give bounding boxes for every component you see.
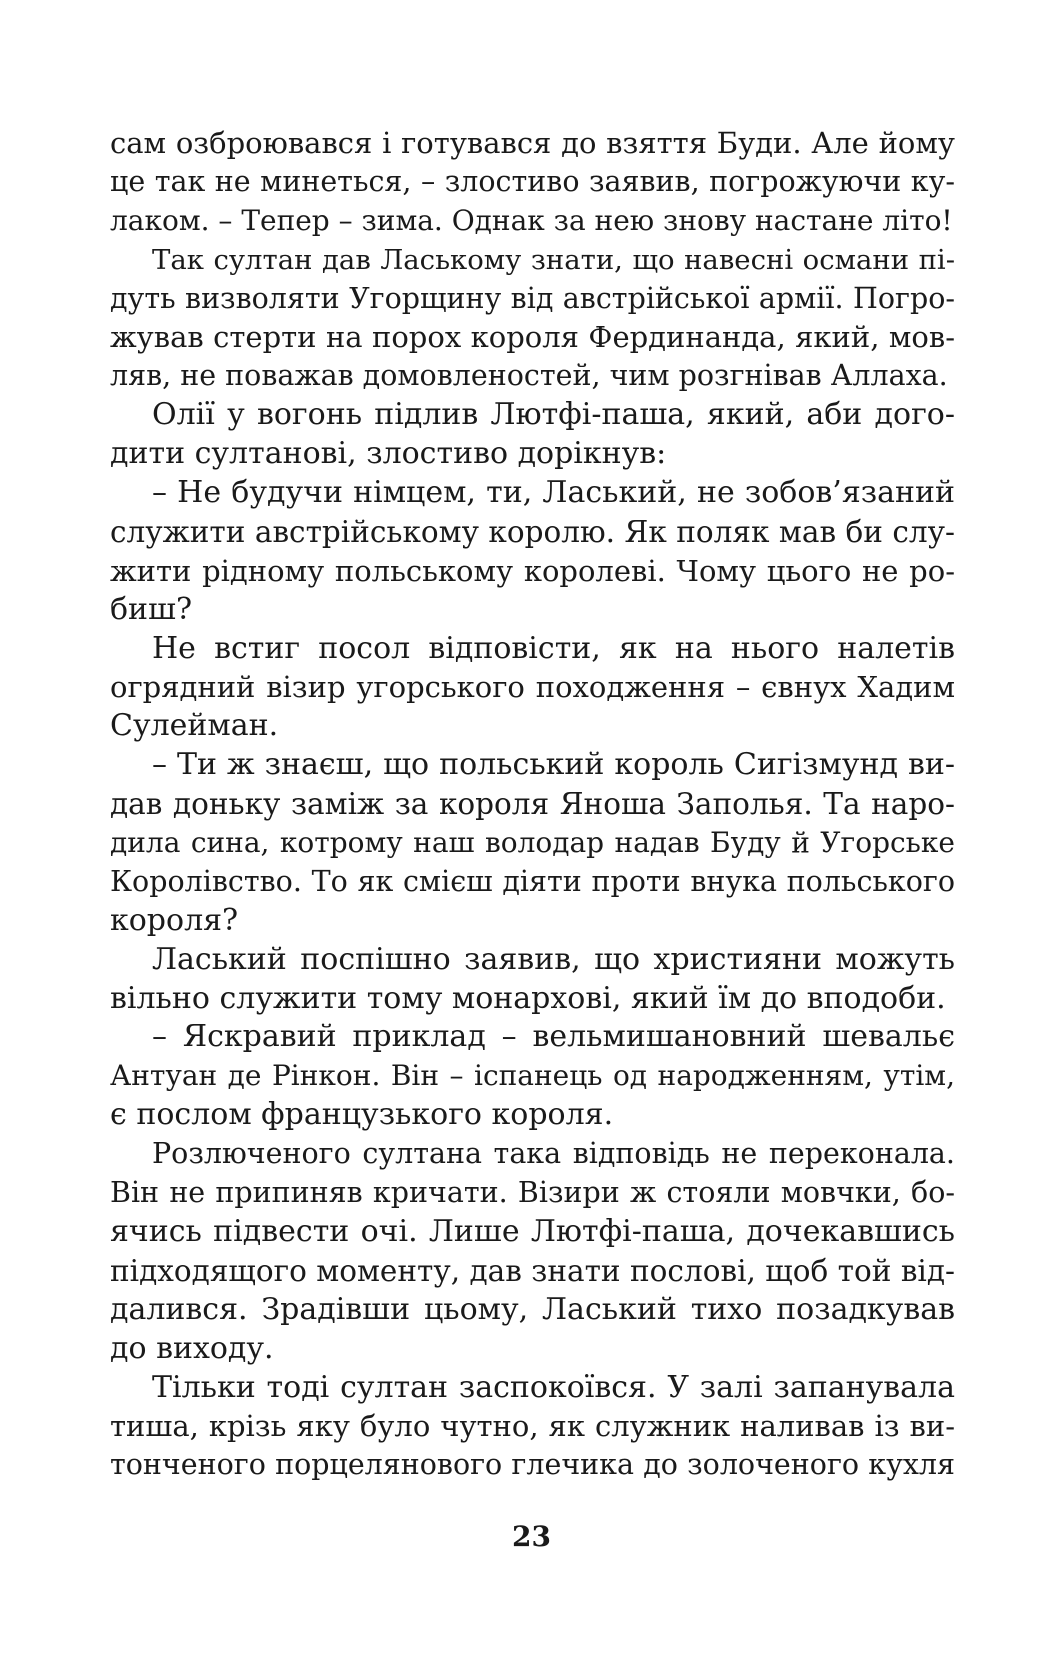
text-line: тонченого порцелянового глечика до золоченого кухля xyxy=(110,1448,955,1482)
text-line: лаком. – Тепер – зима. Однак за нею знову настане літо! xyxy=(110,203,953,237)
text-line: биш? xyxy=(110,591,193,627)
text-line: служити австрійському королю. Як поляк мав би слу- xyxy=(110,514,955,549)
paragraph-first-line: Розлюченого султана така відповідь не переконала. xyxy=(152,1137,955,1171)
text-line: це так не минеться, – злостиво заявив, погрожуючи ку- xyxy=(110,164,955,198)
page-body xyxy=(110,124,955,1485)
text-line: сам озброювався і готувався до взяття Буди. Але йому xyxy=(110,126,955,160)
text-line: дити султанові, злостиво дорікнув: xyxy=(110,436,667,472)
paragraph-first-line: Олії у вогонь підлив Лютфі-паша, який, аби дого- xyxy=(152,397,955,433)
text-line: дав доньку заміж за короля Яноша Заполья. Та наро- xyxy=(110,787,955,822)
paragraph-first-line: Тільки тоді султан заспокоївся. У залі запанувала xyxy=(152,1369,955,1405)
text-line: Сулейман. xyxy=(110,708,279,744)
text-line: дуть визволяти Угорщину від австрійської армії. Погро- xyxy=(110,281,955,315)
text-line: огрядний візир угорського походження – євнух Хадим xyxy=(110,670,955,705)
paragraph-first-line: Так султан дав Лаському знати, що навесні османи пі- xyxy=(152,243,955,276)
paragraph-first-line: – Ти ж знаєш, що польський король Сигізмунд ви- xyxy=(152,747,955,783)
text-line: жити рідному польському королеві. Чому цього не ро- xyxy=(110,553,955,588)
text-line: вільно служити тому монархові, який їм до вподоби. xyxy=(110,980,946,1016)
text-line: тиша, крізь яку було чутно, як служник наливав із ви- xyxy=(110,1409,955,1444)
text-line: далився. Зрадівши цьому, Ласький тихо позадкував xyxy=(110,1291,955,1327)
text-line: короля? xyxy=(110,902,239,938)
text-line: жував стерти на порох короля Фердинанда, який, мов- xyxy=(110,320,955,355)
text-line: до виходу. xyxy=(110,1330,274,1366)
text-line: Антуан де Рінкон. Він – іспанець од народженням, утім, xyxy=(110,1059,955,1093)
page-number: 23 xyxy=(512,1520,551,1553)
paragraph-first-line: Ласький поспішно заявив, що християни можуть xyxy=(152,941,955,977)
text-line: дила сина, котрому наш володар надав Буду й Угорське xyxy=(110,826,955,860)
paragraph-first-line: – Не будучи німцем, ти, Ласький, не зобов’язаний xyxy=(152,475,955,511)
text-line: є послом французького короля. xyxy=(110,1097,614,1133)
paragraph-first-line: Не встиг посол відповісти, як на нього налетів xyxy=(152,630,955,666)
text-line: Королівство. То як смієш діяти проти внука польського xyxy=(110,864,955,898)
text-line: Він не припиняв кричати. Візири ж стояли мовчки, бо- xyxy=(110,1176,955,1210)
text-line: ляв, не поважав домовленостей, чим розгнівав Аллаха. xyxy=(110,359,948,393)
text-line: ячись підвести очі. Лише Лютфі-паша, дочекавшись xyxy=(110,1213,955,1249)
paragraph-first-line: – Яскравий приклад – вельмишановний шевальє xyxy=(152,1019,955,1055)
text-line: підходящого моменту, дав знати послові, щоб той від- xyxy=(110,1253,955,1288)
